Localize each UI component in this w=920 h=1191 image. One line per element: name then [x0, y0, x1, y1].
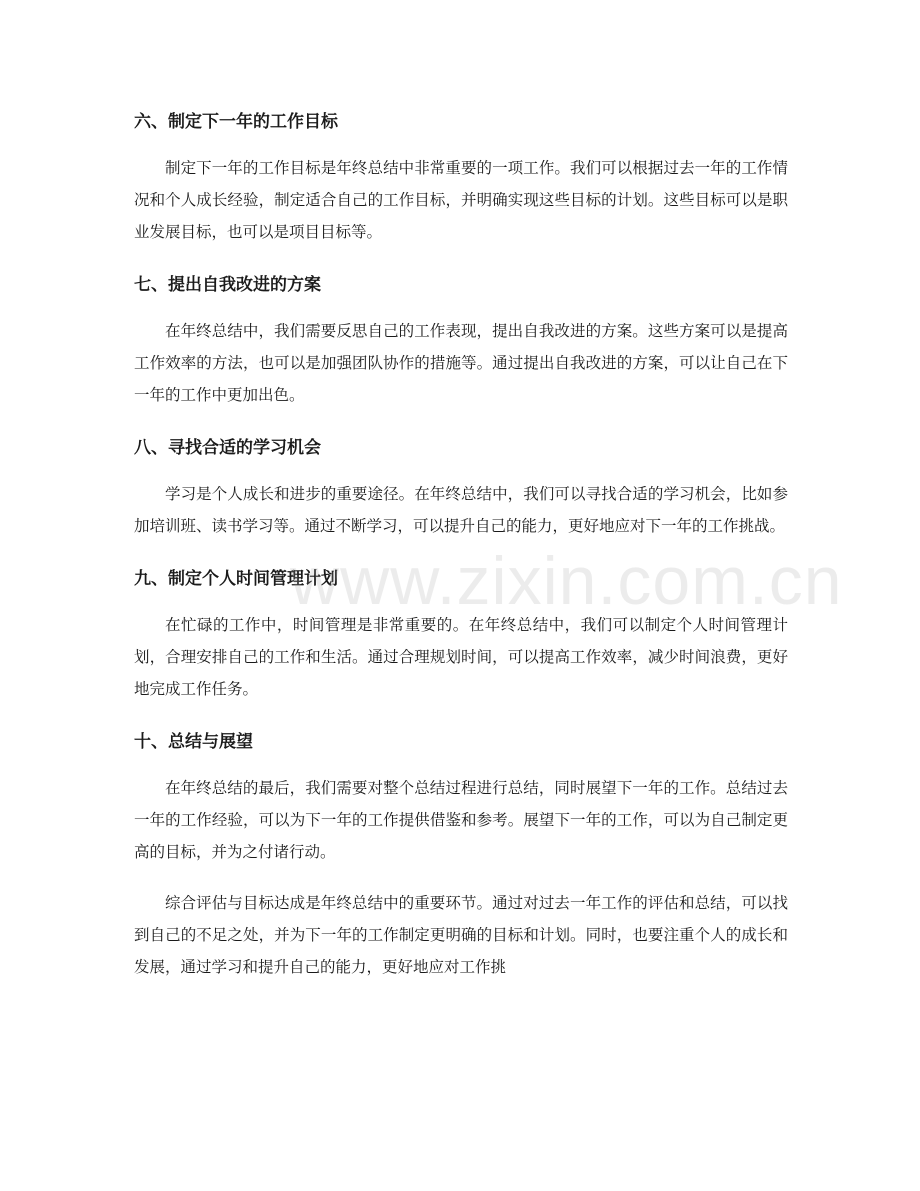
section-heading: 九、制定个人时间管理计划 [134, 569, 338, 589]
section-heading: 十、总结与展望 [134, 732, 253, 752]
section-paragraph: 制定下一年的工作目标是年终总结中非常重要的一项工作。我们可以根据过去一年的工作情况和个人成长经验，制定适合自己的工作目标，并明确实现这些目标的计划。这些目标可以是职业发展目标，也可以是项目目标等。 [134, 159, 788, 241]
section-paragraph: 学习是个人成长和进步的重要途径。在年终总结中，我们可以寻找合适的学习机会，比如参加培训班、读书学习等。通过不断学习，可以提升自己的能力，更好地应对下一年的工作挑战。 [134, 485, 788, 535]
section-heading: 六、制定下一年的工作目标 [134, 112, 338, 132]
section-paragraph: 在年终总结中，我们需要反思自己的工作表现，提出自我改进的方案。这些方案可以是提高工作效率的方法，也可以是加强团队协作的措施等。通过提出自我改进的方案，可以让自己在下一年的工作中更加出色。 [134, 322, 788, 404]
section-paragraph: 在忙碌的工作中，时间管理是非常重要的。在年终总结中，我们可以制定个人时间管理计划，合理安排自己的工作和生活。通过合理规划时间，可以提高工作效率，减少时间浪费，更好地完成工作任务。 [134, 616, 788, 698]
section-heading: 八、寻找合适的学习机会 [134, 438, 321, 458]
section-paragraph: 在年终总结的最后，我们需要对整个总结过程进行总结，同时展望下一年的工作。总结过去一年的工作经验，可以为下一年的工作提供借鉴和参考。展望下一年的工作，可以为自己制定更高的目标，并为之付诸行动。 [134, 779, 788, 861]
closing-paragraph: 综合评估与目标达成是年终总结中的重要环节。通过对过去一年工作的评估和总结，可以找到自己的不足之处，并为下一年的工作制定更明确的目标和计划。同时，也要注重个人的成长和发展，通过学习和提升自己的能力，更好地应对工作挑 [134, 894, 788, 976]
section-heading: 七、提出自我改进的方案 [134, 275, 321, 295]
document-page [134, 104, 788, 983]
watermark-text: www.zixin.com.cn [290, 543, 843, 619]
